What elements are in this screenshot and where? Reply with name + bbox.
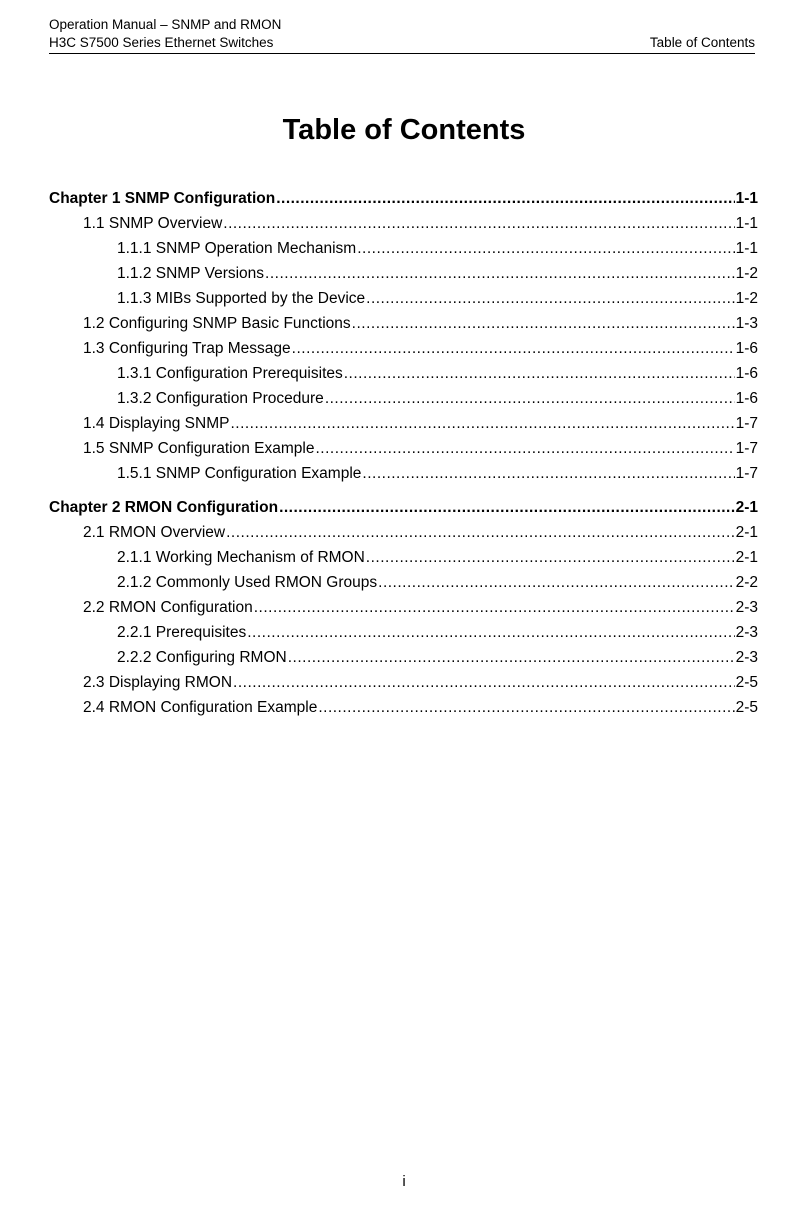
toc-dot-leader <box>279 495 735 520</box>
toc-dot-leader <box>362 461 734 486</box>
toc-entry-label: 1.1 SNMP Overview <box>83 215 223 232</box>
toc-entry-page: 1-6 <box>735 340 758 357</box>
toc-entry-1-3-2[interactable] <box>49 386 758 411</box>
toc-dot-leader <box>230 411 734 436</box>
toc-entry-label: 1.2 Configuring SNMP Basic Functions <box>83 315 351 332</box>
toc-entry-label: 2.4 RMON Configuration Example <box>83 699 318 716</box>
toc-entry-1-1[interactable] <box>49 211 758 236</box>
page-number: i <box>402 1173 406 1190</box>
toc-entry-label: 1.1.2 SNMP Versions <box>117 265 265 282</box>
header-product-name: H3C S7500 Series Ethernet Switches <box>49 35 274 50</box>
toc-entry-label: 2.2 RMON Configuration <box>83 599 253 616</box>
table-of-contents <box>49 186 758 720</box>
toc-entry-2-1-1[interactable] <box>49 545 758 570</box>
toc-dot-leader <box>318 695 734 720</box>
toc-entry-2-3[interactable] <box>49 670 758 695</box>
toc-entry-page: 1-1 <box>735 240 758 257</box>
page-header <box>49 15 755 54</box>
toc-dot-leader <box>247 620 734 645</box>
toc-entry-2-4[interactable] <box>49 695 758 720</box>
toc-entry-label: 1.3 Configuring Trap Message <box>83 340 291 357</box>
toc-dot-leader <box>223 211 734 236</box>
toc-dot-leader <box>366 545 735 570</box>
toc-entry-page: 1-6 <box>735 390 758 407</box>
toc-entry-label: 1.3.1 Configuration Prerequisites <box>117 365 343 382</box>
toc-entry-page: 1-2 <box>735 265 758 282</box>
toc-entry-page: 2-3 <box>735 624 758 641</box>
toc-dot-leader <box>378 570 734 595</box>
toc-entry-label: Chapter 2 RMON Configuration <box>49 499 279 516</box>
toc-entry-1-2[interactable] <box>49 311 758 336</box>
toc-entry-page: 2-1 <box>735 549 758 566</box>
toc-entry-page: 1-1 <box>735 190 758 207</box>
toc-entry-1-5-1[interactable] <box>49 461 758 486</box>
toc-entry-page: 1-6 <box>735 365 758 382</box>
header-section-name: Table of Contents <box>649 35 755 50</box>
toc-entry-page: 2-1 <box>735 524 758 541</box>
toc-entry-page: 1-7 <box>735 415 758 432</box>
toc-dot-leader <box>233 670 735 695</box>
toc-entry-2-2[interactable] <box>49 595 758 620</box>
toc-dot-leader <box>344 361 735 386</box>
toc-entry-page: 1-3 <box>735 315 758 332</box>
toc-entry-label: 1.3.2 Configuration Procedure <box>117 390 324 407</box>
toc-entry-1-3-1[interactable] <box>49 361 758 386</box>
toc-entry-page: 1-7 <box>735 440 758 457</box>
toc-entry-2-2-1[interactable] <box>49 620 758 645</box>
toc-entry-label: 1.5 SNMP Configuration Example <box>83 440 315 457</box>
toc-entry-label: 1.4 Displaying SNMP <box>83 415 230 432</box>
toc-entry-chapter-1[interactable] <box>49 186 758 211</box>
toc-dot-leader <box>226 520 734 545</box>
toc-entry-label: 2.3 Displaying RMON <box>83 674 233 691</box>
toc-entry-page: 2-3 <box>735 599 758 616</box>
toc-entry-1-4[interactable] <box>49 411 758 436</box>
toc-dot-leader <box>276 186 734 211</box>
toc-entry-1-3[interactable] <box>49 336 758 361</box>
toc-dot-leader <box>325 386 735 411</box>
toc-dot-leader <box>288 645 735 670</box>
toc-entry-1-1-1[interactable] <box>49 236 758 261</box>
toc-entry-chapter-2[interactable] <box>49 495 758 520</box>
toc-entry-page: 2-5 <box>735 699 758 716</box>
toc-entry-label: 2.1.2 Commonly Used RMON Groups <box>117 574 378 591</box>
toc-entry-label: 2.2.1 Prerequisites <box>117 624 247 641</box>
toc-entry-page: 2-3 <box>735 649 758 666</box>
toc-dot-leader <box>315 436 734 461</box>
toc-dot-leader <box>254 595 735 620</box>
toc-entry-label: 2.1 RMON Overview <box>83 524 226 541</box>
toc-entry-label: 2.2.2 Configuring RMON <box>117 649 287 666</box>
toc-entry-label: Chapter 1 SNMP Configuration <box>49 190 276 207</box>
toc-entry-label: 1.1.1 SNMP Operation Mechanism <box>117 240 357 257</box>
toc-entry-1-1-2[interactable] <box>49 261 758 286</box>
page-title: Table of Contents <box>282 114 526 146</box>
toc-entry-2-1[interactable] <box>49 520 758 545</box>
toc-entry-label: 1.5.1 SNMP Configuration Example <box>117 465 362 482</box>
toc-entry-page: 1-7 <box>735 465 758 482</box>
toc-dot-leader <box>292 336 735 361</box>
toc-dot-leader <box>352 311 735 336</box>
toc-entry-label: 1.1.3 MIBs Supported by the Device <box>117 290 366 307</box>
toc-entry-1-5[interactable] <box>49 436 758 461</box>
toc-entry-page: 1-2 <box>735 290 758 307</box>
header-manual-title: Operation Manual – SNMP and RMON <box>49 17 282 32</box>
toc-entry-2-1-2[interactable] <box>49 570 758 595</box>
toc-entry-2-2-2[interactable] <box>49 645 758 670</box>
toc-entry-label: 2.1.1 Working Mechanism of RMON <box>117 549 365 566</box>
toc-entry-page: 2-1 <box>735 499 758 516</box>
toc-entry-page: 1-1 <box>735 215 758 232</box>
toc-dot-leader <box>265 261 735 286</box>
toc-entry-page: 2-2 <box>735 574 758 591</box>
toc-dot-leader <box>366 286 734 311</box>
toc-entry-page: 2-5 <box>735 674 758 691</box>
toc-entry-1-1-3[interactable] <box>49 286 758 311</box>
toc-dot-leader <box>357 236 734 261</box>
